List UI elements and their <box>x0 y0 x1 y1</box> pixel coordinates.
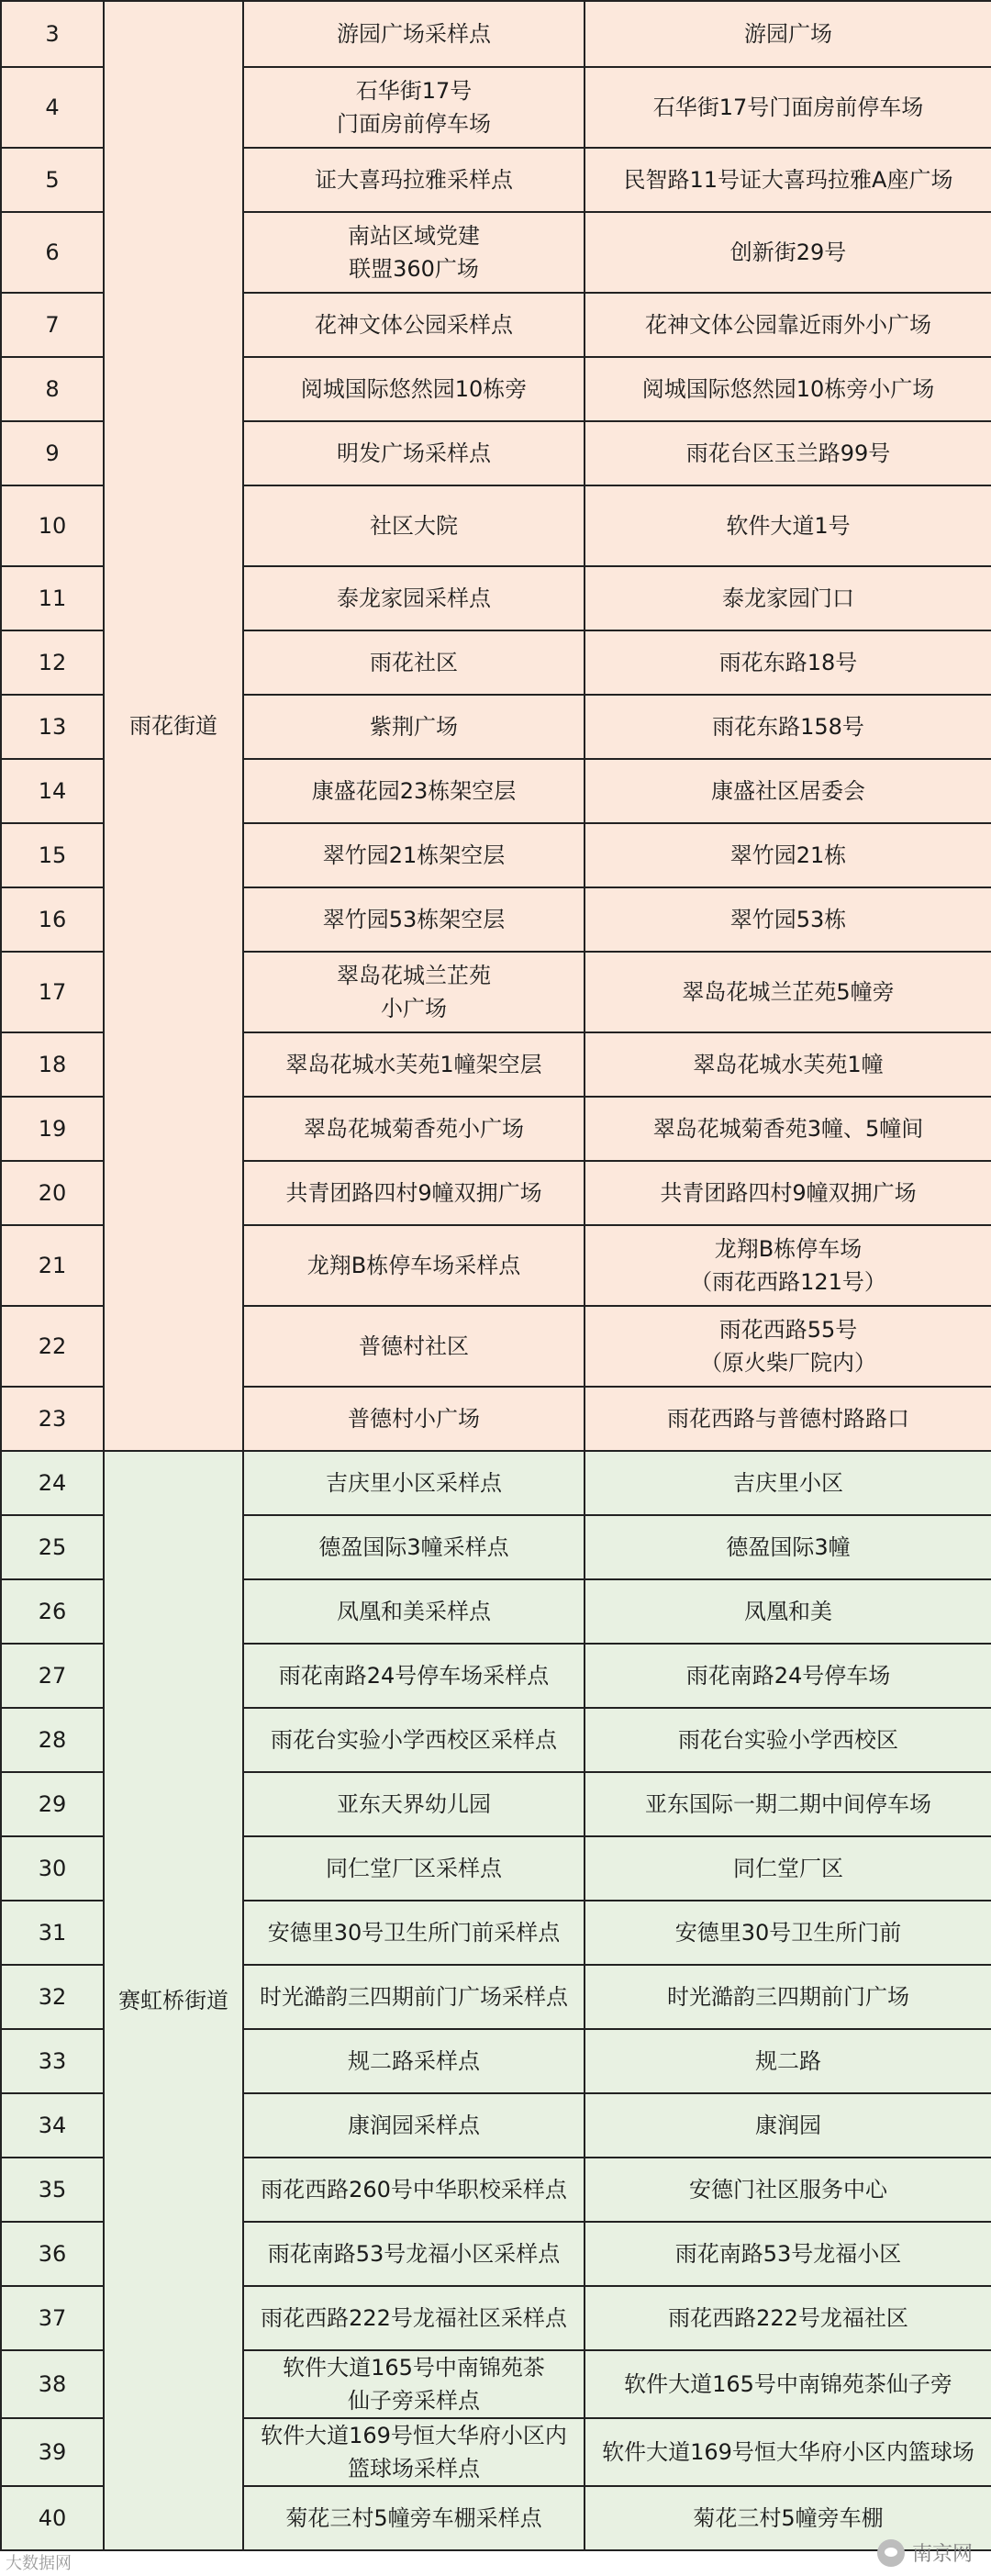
row-number: 11 <box>1 566 104 630</box>
site-name: 花神文体公园采样点 <box>243 293 585 357</box>
watermark-text: 南京网 <box>911 2543 973 2566</box>
site-name: 龙翔B栋停车场采样点 <box>243 1225 585 1306</box>
row-number: 24 <box>1 1451 104 1515</box>
table-row <box>1 1451 991 1515</box>
site-name: 雨花台实验小学西校区采样点 <box>243 1708 585 1772</box>
site-name: 同仁堂厂区采样点 <box>243 1836 585 1901</box>
site-name: 安德里30号卫生所门前采样点 <box>243 1901 585 1965</box>
site-name: 翠竹园53栋架空层 <box>243 887 585 952</box>
row-number: 13 <box>1 695 104 759</box>
row-number: 29 <box>1 1772 104 1836</box>
site-address: 游园广场 <box>585 1 991 67</box>
site-address: 龙翔B栋停车场 （雨花西路121号） <box>585 1225 991 1306</box>
row-number: 37 <box>1 2286 104 2350</box>
row-number: 32 <box>1 1965 104 2029</box>
site-name: 翠岛花城水芙苑1幢架空层 <box>243 1032 585 1097</box>
site-name: 软件大道169号恒大华府小区内 篮球场采样点 <box>243 2418 585 2486</box>
row-number: 23 <box>1 1387 104 1451</box>
site-address: 民智路11号证大喜玛拉雅A座广场 <box>585 148 991 212</box>
site-name: 吉庆里小区采样点 <box>243 1451 585 1515</box>
row-number: 6 <box>1 212 104 293</box>
site-address: 泰龙家园门口 <box>585 566 991 630</box>
site-name: 康润园采样点 <box>243 2093 585 2158</box>
site-address: 阅城国际悠然园10栋旁小广场 <box>585 357 991 421</box>
site-address: 雨花西路55号 （原火柴厂院内） <box>585 1306 991 1387</box>
row-number: 17 <box>1 952 104 1032</box>
site-address: 软件大道169号恒大华府小区内篮球场 <box>585 2418 991 2486</box>
site-address: 规二路 <box>585 2029 991 2093</box>
site-name: 雨花南路24号停车场采样点 <box>243 1644 585 1708</box>
row-number: 12 <box>1 630 104 695</box>
site-address: 康盛社区居委会 <box>585 759 991 823</box>
site-address: 雨花台区玉兰路99号 <box>585 421 991 485</box>
site-name: 泰龙家园采样点 <box>243 566 585 630</box>
row-number: 31 <box>1 1901 104 1965</box>
table-body <box>1 1 991 2550</box>
row-number: 34 <box>1 2093 104 2158</box>
row-number: 18 <box>1 1032 104 1097</box>
site-name: 雨花西路260号中华职校采样点 <box>243 2158 585 2222</box>
row-number: 28 <box>1 1708 104 1772</box>
row-number: 36 <box>1 2222 104 2286</box>
site-address: 软件大道165号中南锦苑茶仙子旁 <box>585 2350 991 2418</box>
site-address: 德盈国际3幢 <box>585 1515 991 1579</box>
site-address: 翠岛花城兰芷苑5幢旁 <box>585 952 991 1032</box>
site-address: 吉庆里小区 <box>585 1451 991 1515</box>
site-address: 雨花西路与普德村路路口 <box>585 1387 991 1451</box>
source-watermark <box>877 2538 973 2567</box>
site-address: 翠岛花城菊香苑3幢、5幢间 <box>585 1097 991 1161</box>
site-address: 菊花三村5幢旁车棚 <box>585 2486 991 2550</box>
site-name: 社区大院 <box>243 485 585 566</box>
site-name: 游园广场采样点 <box>243 1 585 67</box>
site-address: 翠岛花城水芙苑1幢 <box>585 1032 991 1097</box>
row-number: 27 <box>1 1644 104 1708</box>
row-number: 22 <box>1 1306 104 1387</box>
site-address: 翠竹园53栋 <box>585 887 991 952</box>
row-number: 19 <box>1 1097 104 1161</box>
site-name: 翠岛花城菊香苑小广场 <box>243 1097 585 1161</box>
row-number: 21 <box>1 1225 104 1306</box>
site-address: 雨花台实验小学西校区 <box>585 1708 991 1772</box>
site-address: 翠竹园21栋 <box>585 823 991 887</box>
street-name: 雨花街道 <box>104 1 243 1451</box>
site-name: 亚东天界幼儿园 <box>243 1772 585 1836</box>
site-name: 共青团路四村9幢双拥广场 <box>243 1161 585 1225</box>
street-name: 赛虹桥街道 <box>104 1451 243 2550</box>
site-name: 康盛花园23栋架空层 <box>243 759 585 823</box>
site-address: 凤凰和美 <box>585 1579 991 1644</box>
row-number: 16 <box>1 887 104 952</box>
row-number: 15 <box>1 823 104 887</box>
row-number: 26 <box>1 1579 104 1644</box>
site-name: 菊花三村5幢旁车棚采样点 <box>243 2486 585 2550</box>
site-address: 雨花东路158号 <box>585 695 991 759</box>
row-number: 14 <box>1 759 104 823</box>
row-number: 5 <box>1 148 104 212</box>
site-name: 翠岛花城兰芷苑 小广场 <box>243 952 585 1032</box>
row-number: 4 <box>1 67 104 148</box>
row-number: 7 <box>1 293 104 357</box>
site-name: 普德村社区 <box>243 1306 585 1387</box>
row-number: 8 <box>1 357 104 421</box>
row-number: 40 <box>1 2486 104 2550</box>
site-name: 紫荆广场 <box>243 695 585 759</box>
site-name: 明发广场采样点 <box>243 421 585 485</box>
site-address: 同仁堂厂区 <box>585 1836 991 1901</box>
row-number: 20 <box>1 1161 104 1225</box>
site-name: 德盈国际3幢采样点 <box>243 1515 585 1579</box>
site-name: 雨花社区 <box>243 630 585 695</box>
site-name: 证大喜玛拉雅采样点 <box>243 148 585 212</box>
row-number: 33 <box>1 2029 104 2093</box>
table-row <box>1 1 991 67</box>
row-number: 38 <box>1 2350 104 2418</box>
site-address: 花神文体公园靠近雨外小广场 <box>585 293 991 357</box>
site-name: 软件大道165号中南锦苑茶 仙子旁采样点 <box>243 2350 585 2418</box>
site-name: 南站区域党建 联盟360广场 <box>243 212 585 293</box>
site-address: 软件大道1号 <box>585 485 991 566</box>
site-name: 凤凰和美采样点 <box>243 1579 585 1644</box>
row-number: 3 <box>1 1 104 67</box>
site-name: 阅城国际悠然园10栋旁 <box>243 357 585 421</box>
site-address: 雨花东路18号 <box>585 630 991 695</box>
row-number: 9 <box>1 421 104 485</box>
site-address: 雨花南路24号停车场 <box>585 1644 991 1708</box>
row-number: 10 <box>1 485 104 566</box>
site-name: 翠竹园21栋架空层 <box>243 823 585 887</box>
site-name: 雨花西路222号龙福社区采样点 <box>243 2286 585 2350</box>
site-address: 亚东国际一期二期中间停车场 <box>585 1772 991 1836</box>
row-number: 35 <box>1 2158 104 2222</box>
site-name: 雨花南路53号龙福小区采样点 <box>243 2222 585 2286</box>
site-address: 康润园 <box>585 2093 991 2158</box>
site-address: 雨花南路53号龙福小区 <box>585 2222 991 2286</box>
site-address: 共青团路四村9幢双拥广场 <box>585 1161 991 1225</box>
row-number: 25 <box>1 1515 104 1579</box>
site-address: 时光澔韵三四期前门广场 <box>585 1965 991 2029</box>
footer-watermark: 大数据网 <box>6 2554 72 2573</box>
site-name: 普德村小广场 <box>243 1387 585 1451</box>
site-address: 安德门社区服务中心 <box>585 2158 991 2222</box>
site-address: 安德里30号卫生所门前 <box>585 1901 991 1965</box>
site-address: 雨花西路222号龙福社区 <box>585 2286 991 2350</box>
site-name: 石华街17号 门面房前停车场 <box>243 67 585 148</box>
row-number: 39 <box>1 2418 104 2486</box>
site-name: 时光澔韵三四期前门广场采样点 <box>243 1965 585 2029</box>
row-number: 30 <box>1 1836 104 1901</box>
chat-bubble-icon <box>877 2539 905 2567</box>
site-address: 石华街17号门面房前停车场 <box>585 67 991 148</box>
site-address: 创新街29号 <box>585 212 991 293</box>
site-name: 规二路采样点 <box>243 2029 585 2093</box>
